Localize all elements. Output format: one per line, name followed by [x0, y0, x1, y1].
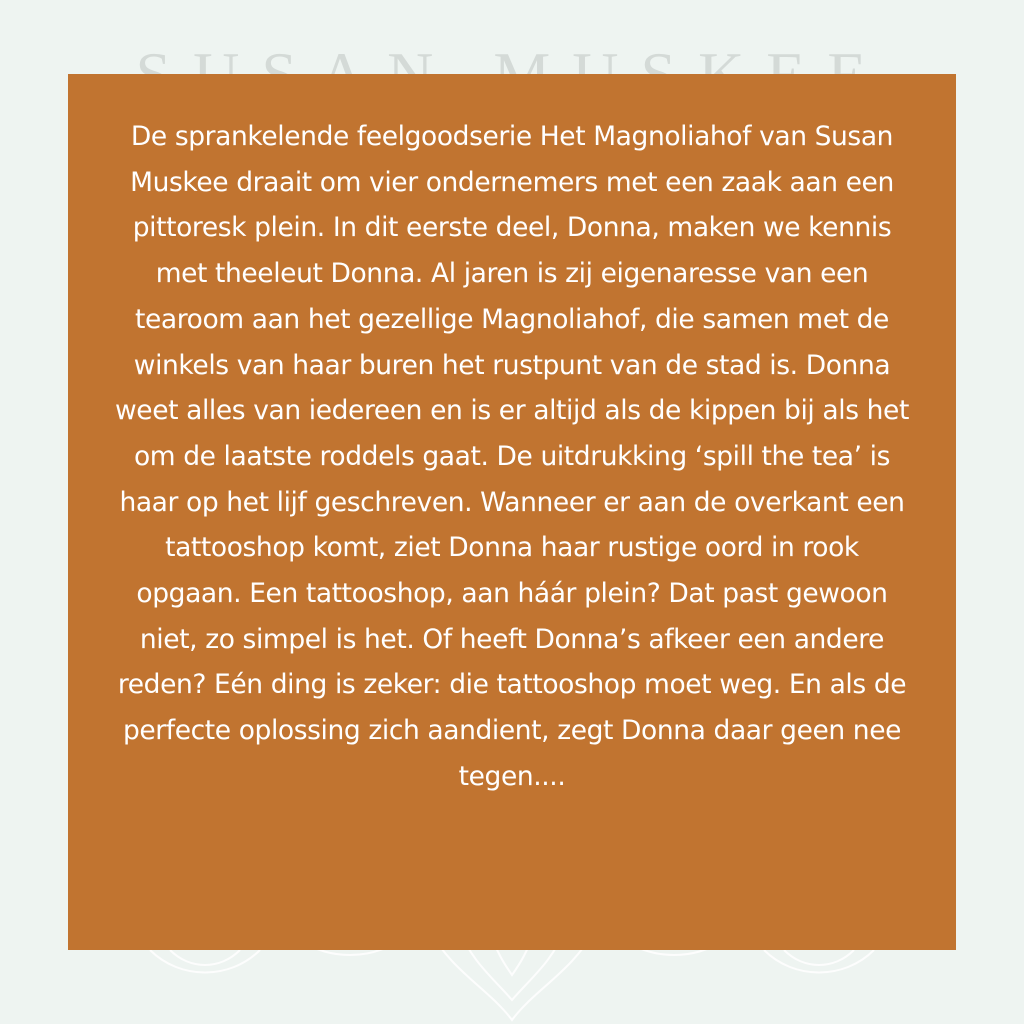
- book-description: De sprankelende feelgoodserie Het Magnoliahof van Susan Muskee draait om vier ondernemers met een zaak aan een pittoresk plein. In dit eerste deel, Donna, maken we kennis met theeleut Donna. Al jaren is zij eigenaresse van een tearoom aan het gezellige Magnoliahof, die samen met de winkels van haar buren het rustpunt van de stad is. Donna weet alles van iedereen en is er altijd als de kippen bij als het om de laatste roddels gaat. De uitdrukking ‘spill the tea’ is haar op het lijf geschreven. Wanneer er aan de overkant een tattooshop komt, ziet Donna haar rustige oord in rook opgaan. Een tattooshop, aan háár plein? Dat past gewoon niet, zo simpel is het. Of heeft Donna’s afkeer een andere reden? Eén ding is zeker: die tattooshop moet weg. En als de perfecte oplossing zich aandient, zegt Donna daar geen nee tegen....: [115, 121, 909, 792]
- description-panel: [68, 74, 956, 950]
